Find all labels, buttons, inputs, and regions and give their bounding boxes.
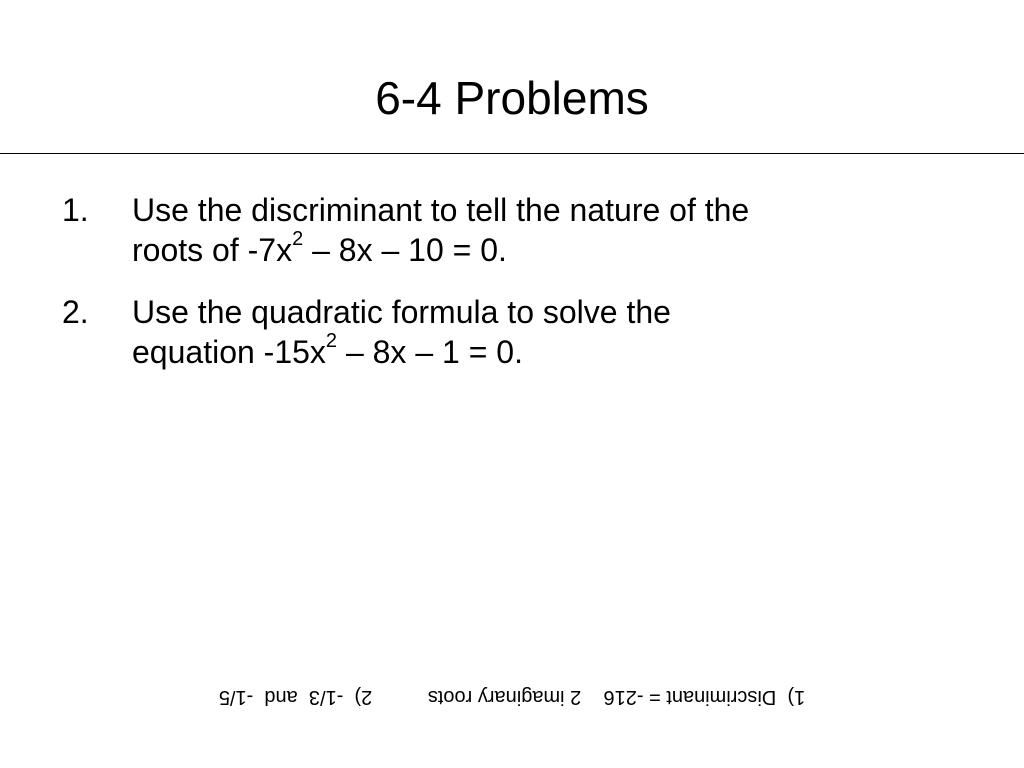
problem-line-1: Use the quadratic formula to solve the <box>132 294 671 330</box>
problem-text <box>132 294 671 370</box>
title-divider <box>0 153 1024 154</box>
problem-list <box>62 190 962 394</box>
problem-number: 2. <box>62 294 89 330</box>
problem-line-2-suffix: – 8x – 10 = 0. <box>303 232 507 268</box>
exponent: 2 <box>325 330 338 353</box>
problem-item-2 <box>62 292 962 372</box>
problem-line-2-prefix: roots of -7x <box>132 232 293 268</box>
problem-line-2-prefix: equation -15x <box>132 334 326 370</box>
slide-title: 6-4 Problems <box>375 72 649 124</box>
upside-down-answer-key: 1) Discriminant = -216 2 imaginary roots 2) -1/3 and -1/5 <box>218 686 806 708</box>
problem-item-1 <box>62 190 962 270</box>
problem-line-2-suffix: – 8x – 1 = 0. <box>337 334 523 370</box>
problem-number: 1. <box>62 192 89 228</box>
problem-line-1: Use the discriminant to tell the nature of the <box>132 192 750 228</box>
exponent: 2 <box>292 228 304 251</box>
problem-text <box>132 192 749 268</box>
